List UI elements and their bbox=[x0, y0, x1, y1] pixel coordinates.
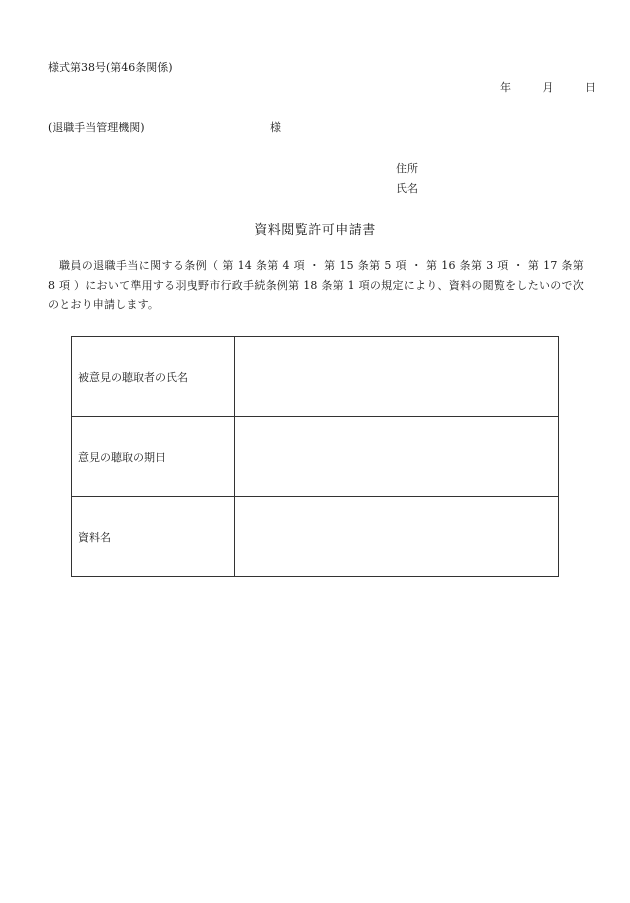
table-value-document-name[interactable] bbox=[235, 497, 559, 577]
applicant-address-label: 住所 bbox=[396, 162, 418, 175]
request-table bbox=[71, 336, 559, 577]
recipient-honorific: 様 bbox=[270, 121, 281, 134]
form-number: 様式第38号(第46条関係) bbox=[48, 61, 173, 74]
document-title: 資料閲覧許可申請書 bbox=[254, 223, 376, 238]
table-value-hearing-subject-name[interactable] bbox=[235, 337, 559, 417]
table-label-hearing-subject-name: 被意見の聴取者の氏名 bbox=[72, 337, 235, 417]
applicant-name-label: 氏名 bbox=[396, 182, 418, 195]
table-row bbox=[72, 497, 559, 577]
date-year-label: 年 bbox=[500, 81, 511, 94]
table-row bbox=[72, 337, 559, 417]
date-day-label: 日 bbox=[585, 81, 596, 94]
table-label-document-name: 資料名 bbox=[72, 497, 235, 577]
date-month-label: 月 bbox=[542, 81, 554, 94]
recipient-organization: (退職手当管理機関) bbox=[48, 121, 145, 134]
table-label-hearing-date: 意見の聴取の期日 bbox=[72, 417, 235, 497]
date-line bbox=[500, 79, 596, 95]
table-row bbox=[72, 417, 559, 497]
application-statement: 職員の退職手当に関する条例（ 第 14 条第 4 項 ・ 第 15 条第 5 項 ・ 第 16 条第 3 項 ・ 第 17 条第 8 項 ）において準用する羽曳野市行政手続条例第 18 条第 1 項の規定により、資料の閲覧をしたいので次のとおり申請します。 bbox=[48, 259, 584, 311]
table-value-hearing-date[interactable] bbox=[235, 417, 559, 497]
